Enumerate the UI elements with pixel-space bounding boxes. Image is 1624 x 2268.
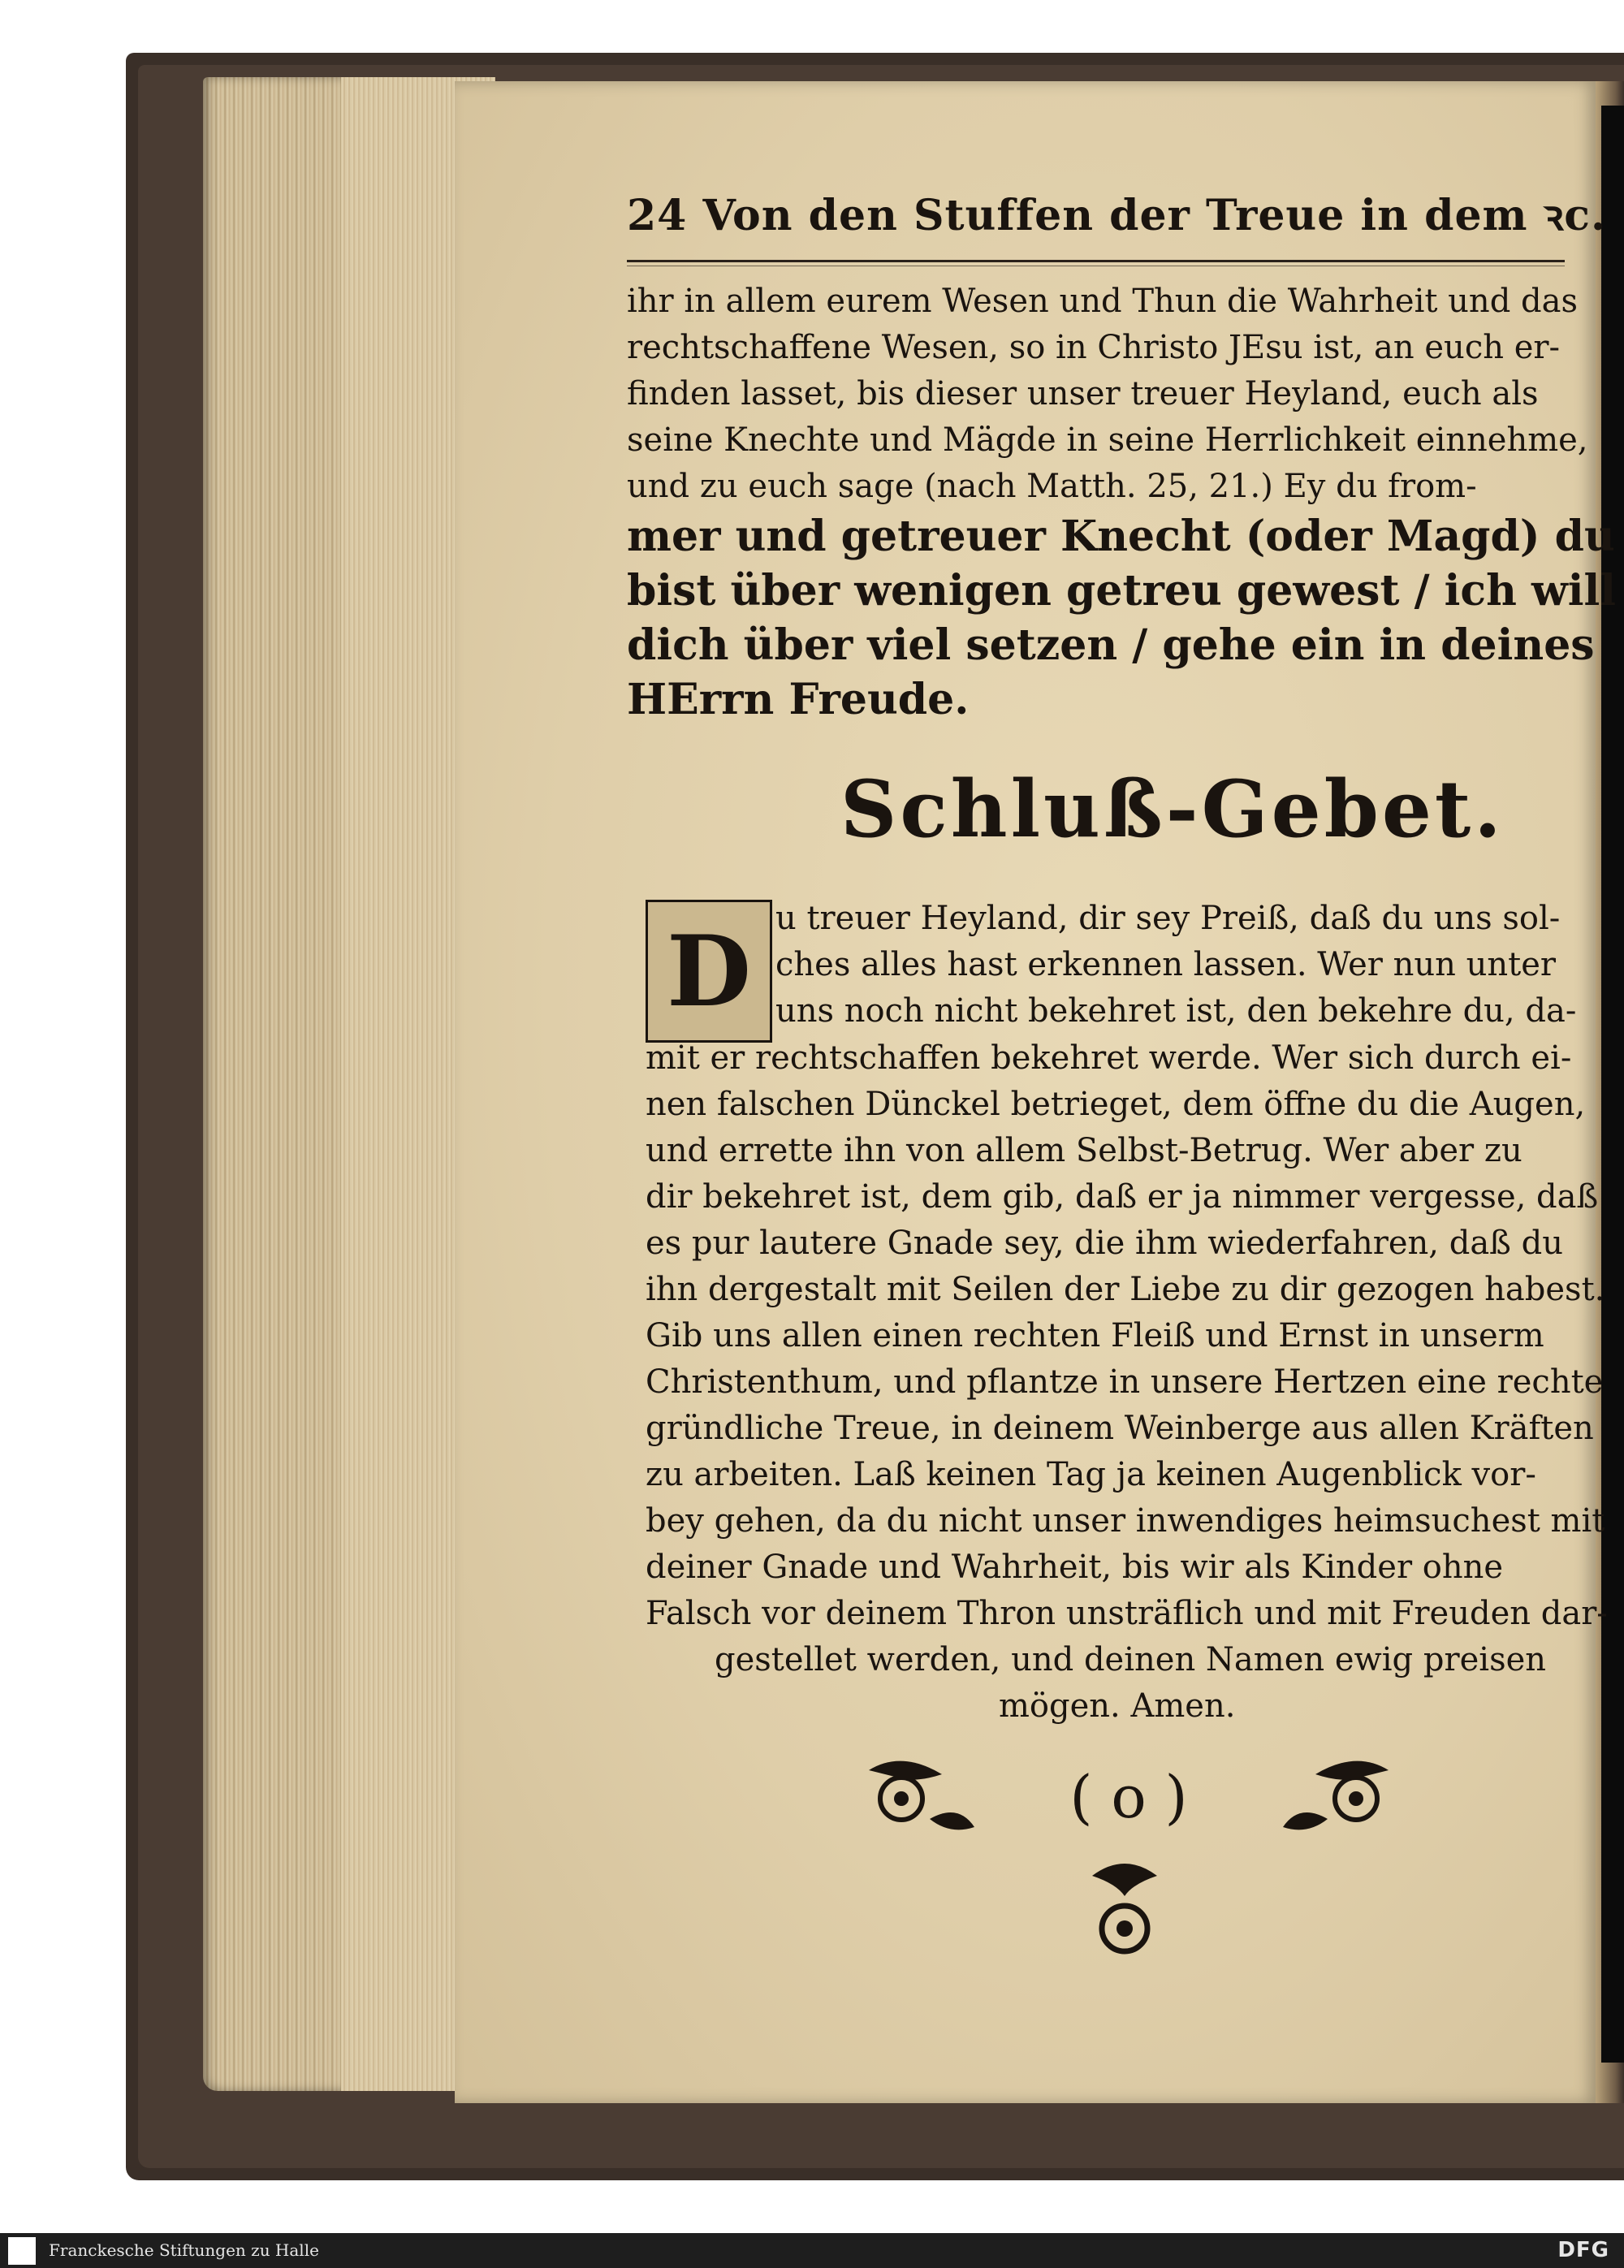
ornament-center-text: ( o ) <box>1069 1763 1188 1831</box>
prayer-line: und errette ihn von allem Selbst-Betrug. Wer aber zu <box>646 1132 1522 1169</box>
quote-line: mer und getreuer Knecht (oder Magd) du <box>627 512 1615 561</box>
prayer-line: bey gehen, da du nicht unser inwendiges heimsuchest mit <box>646 1502 1605 1540</box>
prayer-line: es pur lautere Gnade sey, die ihm wiederfahren, daß du <box>646 1225 1563 1262</box>
prayer-line: nen falschen Dünckel betrieget, dem öffne du die Augen, <box>646 1086 1586 1123</box>
floral-ornament-bottom <box>1076 1851 1173 1965</box>
scan-border <box>1601 106 1624 2063</box>
quote-line: HErrn Freude. <box>627 675 970 724</box>
prayer-line: zu arbeiten. Laß keinen Tag ja keinen Augenblick vor- <box>646 1456 1536 1493</box>
quote-line: bist über wenigen getreu gewest / ich will <box>627 566 1617 616</box>
prayer-line: Gib uns allen einen rechten Fleiß und Ernst in unserm <box>646 1317 1544 1354</box>
prayer-line: deiner Gnade und Wahrheit, bis wir als Kinder ohne <box>646 1549 1504 1586</box>
intro-line: seine Knechte und Mägde in seine Herrlichkeit einnehme, <box>627 421 1588 459</box>
institution-logo-icon <box>8 2237 36 2265</box>
prayer-line: Falsch vor deinem Thron unsträflich und mit Freuden dar- <box>646 1595 1608 1632</box>
floral-ornament-row <box>853 1754 1405 1843</box>
prayer-line: ihn dergestalt mit Seilen der Liebe zu dir gezogen habest. <box>646 1271 1605 1308</box>
intro-line: rechtschaffene Wesen, so in Christo JEsu ist, an euch er- <box>627 329 1561 366</box>
header-rule <box>627 260 1565 262</box>
viewer-footer <box>0 2233 1624 2268</box>
prayer-line: gründliche Treue, in deinem Weinberge aus allen Kräften <box>646 1410 1594 1447</box>
prayer-line: ches alles hast erkennen lassen. Wer nun unter <box>775 946 1557 983</box>
quote-line: dich über viel setzen / gehe ein in deines <box>627 620 1595 670</box>
running-head: 24 Von den Stuffen der Treue in dem ꝛc. <box>627 191 1607 240</box>
dfg-badge: DFG <box>1557 2238 1609 2262</box>
prayer-line: Christenthum, und pflantze in unsere Hertzen eine rechte <box>646 1363 1604 1401</box>
prayer-line: mit er rechtschaffen bekehret werde. Wer sich durch ei- <box>646 1039 1572 1077</box>
prayer-line: u treuer Heyland, dir sey Preiß, daß du uns sol- <box>775 900 1561 937</box>
dropcap-initial: D <box>646 900 772 1043</box>
prayer-closing-line: mögen. Amen. <box>999 1687 1236 1725</box>
prayer-line: dir bekehret ist, dem gib, daß er ja nimmer vergesse, daß <box>646 1178 1599 1216</box>
institution-name: Franckesche Stiftungen zu Halle <box>49 2240 319 2260</box>
prayer-line: uns noch nicht bekehret ist, den bekehre du, da- <box>775 992 1577 1030</box>
prayer-closing-line: gestellet werden, und deinen Namen ewig preisen <box>715 1641 1547 1678</box>
intro-line: finden lasset, bis dieser unser treuer Heyland, euch als <box>627 375 1539 413</box>
intro-line: ihr in allem eurem Wesen und Thun die Wahrheit und das <box>627 283 1578 320</box>
intro-line: und zu euch sage (nach Matth. 25, 21.) Ey du from- <box>627 468 1477 505</box>
section-heading: Schluß-Gebet. <box>840 763 1505 855</box>
